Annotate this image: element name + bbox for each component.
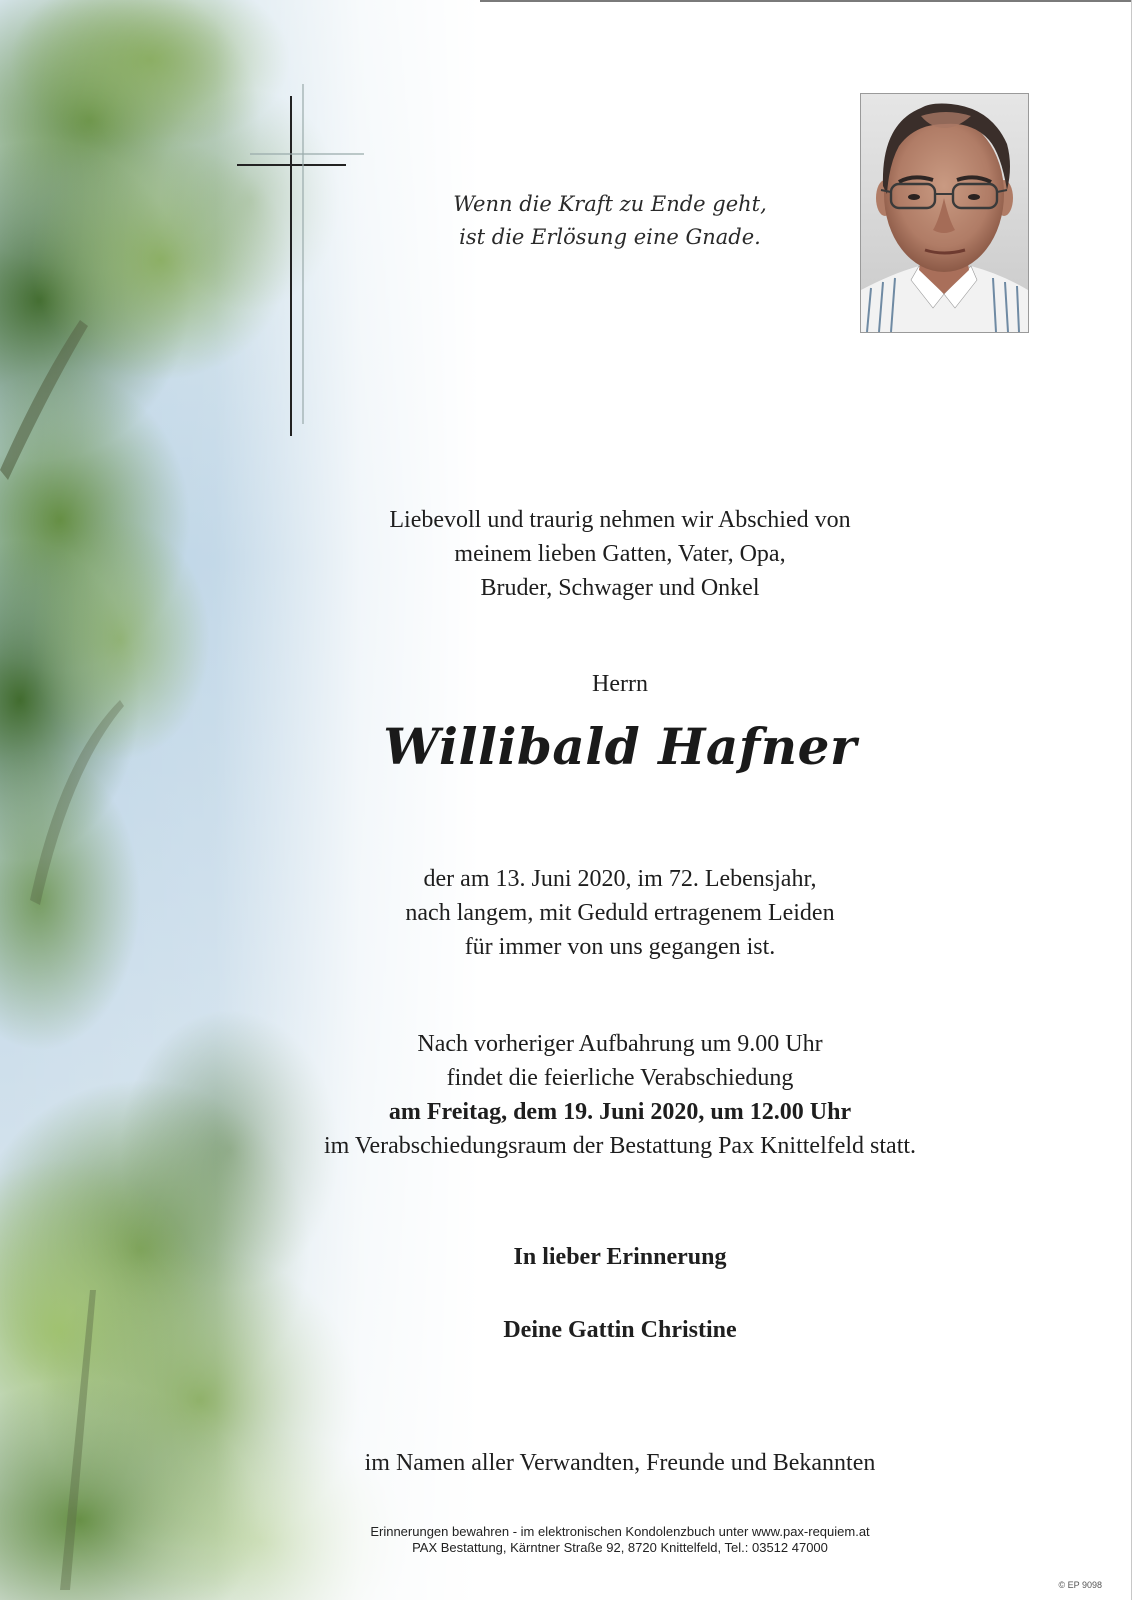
- intro-line-2: meinem lieben Gatten, Vater, Opa,: [454, 541, 786, 567]
- ceremony-date: am Freitag, dem 19. Juni 2020, um 12.00 Uhr: [388, 1099, 852, 1125]
- ceremony-line-1: Nach vorheriger Aufbahrung um 9.00 Uhr: [417, 1031, 823, 1057]
- passing-line-1: der am 13. Juni 2020, im 72. Lebensjahr,: [423, 866, 817, 892]
- passing-line-3: für immer von uns gegangen ist.: [464, 934, 776, 960]
- memorial-quote: [420, 188, 800, 254]
- passing-notice: [240, 862, 1000, 964]
- quote-line-2: ist die Erlösung eine Gnade.: [459, 225, 761, 249]
- ceremony-line-2: findet die feierliche Verabschiedung: [446, 1065, 794, 1091]
- cross-icon: [236, 84, 366, 440]
- relatives-line: im Namen aller Verwandten, Freunde und Bekannten: [364, 1450, 876, 1476]
- footer-condolence-line: Erinnerungen bewahren - im elektronischen Kondolenzbuch unter www.pax-requiem.at: [370, 1524, 870, 1539]
- ceremony-location: im Verabschiedungsraum der Bestattung Pax Knittelfeld statt.: [323, 1133, 917, 1159]
- document-code: © EP 9098: [1058, 1580, 1102, 1590]
- intro-line-1: Liebevoll und traurig nehmen wir Abschied von: [389, 507, 851, 533]
- deceased-name: Willibald Hafner: [383, 717, 857, 776]
- footer-address-line: PAX Bestattung, Kärntner Straße 92, 8720 Knittelfeld, Tel.: 03512 47000: [412, 1540, 828, 1555]
- quote-line-1: Wenn die Kraft zu Ende geht,: [453, 192, 767, 216]
- memory-heading: In lieber Erinnerung: [513, 1244, 727, 1270]
- ceremony-notice: [240, 1027, 1000, 1163]
- family-signature: Deine Gattin Christine: [503, 1317, 737, 1343]
- intro-line-3: Bruder, Schwager und Onkel: [480, 575, 760, 601]
- funeral-home-footer: [260, 1524, 980, 1556]
- passing-line-2: nach langem, mit Geduld ertragenem Leiden: [405, 900, 835, 926]
- portrait-photo: [860, 93, 1029, 333]
- salutation: Herrn: [592, 671, 648, 697]
- farewell-intro: [240, 503, 1000, 605]
